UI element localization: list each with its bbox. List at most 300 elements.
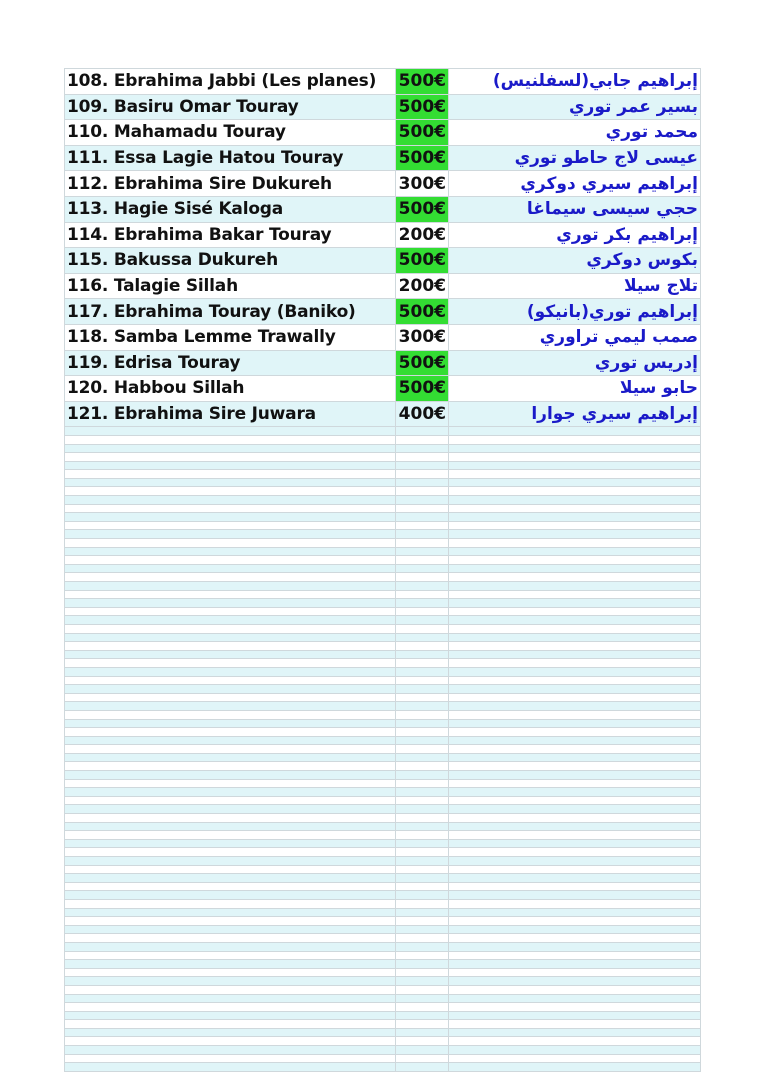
arabic-name-cell[interactable]: بسير عمر توري — [449, 94, 701, 120]
empty-cell[interactable] — [449, 1046, 701, 1055]
empty-row — [65, 504, 701, 513]
empty-cell[interactable] — [449, 1003, 701, 1012]
empty-cell[interactable] — [449, 667, 701, 676]
amount-cell[interactable]: 500€ — [396, 350, 449, 376]
empty-cell[interactable] — [396, 908, 449, 917]
empty-row — [65, 1011, 701, 1020]
empty-cell[interactable] — [449, 882, 701, 891]
empty-cell[interactable] — [449, 478, 701, 487]
empty-cell[interactable] — [396, 573, 449, 582]
empty-cell[interactable] — [449, 891, 701, 900]
empty-cell[interactable] — [449, 917, 701, 926]
empty-cell[interactable] — [65, 1020, 396, 1029]
empty-cell[interactable] — [449, 710, 701, 719]
donor-name-cell[interactable]: 111. Essa Lagie Hatou Touray — [65, 145, 396, 171]
empty-cell[interactable] — [65, 590, 396, 599]
empty-cell[interactable] — [65, 1046, 396, 1055]
empty-cell[interactable] — [449, 616, 701, 625]
empty-cell[interactable] — [396, 1046, 449, 1055]
empty-cell[interactable] — [396, 470, 449, 479]
empty-cell[interactable] — [65, 874, 396, 883]
empty-cell[interactable] — [396, 607, 449, 616]
empty-cell[interactable] — [449, 564, 701, 573]
empty-cell[interactable] — [65, 762, 396, 771]
empty-cell[interactable] — [396, 762, 449, 771]
empty-cell[interactable] — [65, 1028, 396, 1037]
arabic-name-cell[interactable]: صمب ليمي تراوري — [449, 324, 701, 350]
empty-cell[interactable] — [449, 487, 701, 496]
empty-cell[interactable] — [65, 564, 396, 573]
empty-cell[interactable] — [396, 1003, 449, 1012]
empty-cell[interactable] — [396, 822, 449, 831]
empty-cell[interactable] — [396, 1063, 449, 1072]
empty-cell[interactable] — [396, 882, 449, 891]
amount-cell[interactable]: 300€ — [396, 324, 449, 350]
contribution-table — [64, 68, 701, 1072]
empty-cell[interactable] — [396, 676, 449, 685]
empty-cell[interactable] — [449, 693, 701, 702]
empty-cell[interactable] — [396, 753, 449, 762]
empty-cell[interactable] — [449, 857, 701, 866]
empty-cell[interactable] — [396, 1028, 449, 1037]
donor-name-cell[interactable]: 119. Edrisa Touray — [65, 350, 396, 376]
empty-cell[interactable] — [65, 530, 396, 539]
empty-cell[interactable] — [65, 1003, 396, 1012]
empty-cell[interactable] — [449, 934, 701, 943]
empty-row — [65, 590, 701, 599]
empty-row — [65, 582, 701, 591]
empty-cell[interactable] — [65, 444, 396, 453]
empty-cell[interactable] — [65, 822, 396, 831]
empty-cell[interactable] — [449, 444, 701, 453]
empty-cell[interactable] — [65, 951, 396, 960]
empty-cell[interactable] — [449, 908, 701, 917]
empty-cell[interactable] — [396, 779, 449, 788]
empty-cell[interactable] — [65, 848, 396, 857]
empty-cell[interactable] — [449, 530, 701, 539]
empty-cell[interactable] — [65, 771, 396, 780]
empty-cell[interactable] — [65, 857, 396, 866]
empty-cell[interactable] — [396, 650, 449, 659]
empty-row — [65, 908, 701, 917]
empty-cell[interactable] — [65, 573, 396, 582]
empty-cell[interactable] — [396, 547, 449, 556]
empty-cell[interactable] — [449, 762, 701, 771]
empty-cell[interactable] — [449, 702, 701, 711]
empty-cell[interactable] — [65, 968, 396, 977]
arabic-name-cell[interactable]: إبراهيم توري(بانيكو) — [449, 299, 701, 325]
empty-cell[interactable] — [65, 779, 396, 788]
empty-cell[interactable] — [65, 728, 396, 737]
empty-cell[interactable] — [449, 925, 701, 934]
donor-name-cell[interactable]: 110. Mahamadu Touray — [65, 120, 396, 146]
empty-cell[interactable] — [65, 908, 396, 917]
empty-cell[interactable] — [65, 994, 396, 1003]
donor-name-cell[interactable]: 109. Basiru Omar Touray — [65, 94, 396, 120]
empty-row — [65, 831, 701, 840]
donor-name-cell[interactable]: 108. Ebrahima Jabbi (Les planes) — [65, 69, 396, 95]
empty-cell[interactable] — [396, 831, 449, 840]
empty-cell[interactable] — [449, 521, 701, 530]
empty-cell[interactable] — [449, 951, 701, 960]
empty-cell[interactable] — [65, 736, 396, 745]
empty-cell[interactable] — [449, 831, 701, 840]
empty-cell[interactable] — [449, 805, 701, 814]
empty-cell[interactable] — [65, 487, 396, 496]
table-row — [65, 69, 701, 95]
empty-cell[interactable] — [449, 942, 701, 951]
donor-name-cell[interactable]: 120. Habbou Sillah — [65, 376, 396, 402]
empty-row — [65, 702, 701, 711]
empty-cell[interactable] — [449, 814, 701, 823]
empty-cell[interactable] — [449, 547, 701, 556]
empty-cell[interactable] — [65, 1063, 396, 1072]
empty-cell[interactable] — [65, 624, 396, 633]
empty-cell[interactable] — [449, 796, 701, 805]
empty-cell[interactable] — [396, 616, 449, 625]
empty-cell[interactable] — [396, 977, 449, 986]
empty-cell[interactable] — [449, 573, 701, 582]
empty-cell[interactable] — [396, 590, 449, 599]
empty-cell[interactable] — [65, 435, 396, 444]
empty-cell[interactable] — [396, 667, 449, 676]
arabic-name-cell[interactable]: محمد توري — [449, 120, 701, 146]
empty-cell[interactable] — [396, 719, 449, 728]
empty-cell[interactable] — [449, 590, 701, 599]
empty-cell[interactable] — [396, 728, 449, 737]
empty-row — [65, 624, 701, 633]
donor-name-cell[interactable]: 114. Ebrahima Bakar Touray — [65, 222, 396, 248]
empty-cell[interactable] — [396, 685, 449, 694]
empty-cell[interactable] — [396, 478, 449, 487]
empty-cell[interactable] — [396, 1020, 449, 1029]
arabic-name-cell[interactable]: إدريس توري — [449, 350, 701, 376]
empty-cell[interactable] — [396, 925, 449, 934]
empty-cell[interactable] — [449, 1063, 701, 1072]
empty-cell[interactable] — [449, 470, 701, 479]
empty-cell[interactable] — [449, 874, 701, 883]
empty-cell[interactable] — [396, 521, 449, 530]
empty-row — [65, 478, 701, 487]
amount-cell[interactable]: 500€ — [396, 196, 449, 222]
empty-cell[interactable] — [65, 547, 396, 556]
empty-cell[interactable] — [65, 899, 396, 908]
empty-cell[interactable] — [396, 960, 449, 969]
arabic-name-cell[interactable]: إبراهيم سيري جوارا — [449, 401, 701, 427]
empty-cell[interactable] — [449, 1028, 701, 1037]
empty-cell[interactable] — [449, 822, 701, 831]
empty-cell[interactable] — [449, 556, 701, 565]
empty-row — [65, 874, 701, 883]
empty-cell[interactable] — [65, 582, 396, 591]
arabic-name-cell[interactable]: إبراهيم بكر توري — [449, 222, 701, 248]
empty-cell[interactable] — [65, 667, 396, 676]
empty-cell[interactable] — [65, 960, 396, 969]
empty-cell[interactable] — [449, 607, 701, 616]
contribution-sheet — [64, 68, 700, 1072]
empty-cell[interactable] — [396, 599, 449, 608]
empty-cell[interactable] — [449, 513, 701, 522]
empty-cell[interactable] — [449, 977, 701, 986]
empty-cell[interactable] — [65, 702, 396, 711]
empty-cell[interactable] — [65, 891, 396, 900]
donor-name-cell[interactable]: 116. Talagie Sillah — [65, 273, 396, 299]
empty-cell[interactable] — [396, 624, 449, 633]
empty-row — [65, 539, 701, 548]
empty-cell[interactable] — [65, 693, 396, 702]
empty-cell[interactable] — [449, 642, 701, 651]
empty-cell[interactable] — [65, 917, 396, 926]
empty-cell[interactable] — [449, 1037, 701, 1046]
empty-cell[interactable] — [396, 942, 449, 951]
donor-name-cell[interactable]: 117. Ebrahima Touray (Baniko) — [65, 299, 396, 325]
empty-cell[interactable] — [65, 977, 396, 986]
empty-cell[interactable] — [65, 1054, 396, 1063]
amount-cell[interactable]: 500€ — [396, 376, 449, 402]
empty-row — [65, 470, 701, 479]
empty-cell[interactable] — [449, 899, 701, 908]
empty-row — [65, 667, 701, 676]
empty-cell[interactable] — [65, 934, 396, 943]
empty-cell[interactable] — [396, 513, 449, 522]
empty-cell[interactable] — [396, 968, 449, 977]
empty-cell[interactable] — [65, 788, 396, 797]
empty-cell[interactable] — [449, 453, 701, 462]
donor-name-cell[interactable]: 112. Ebrahima Sire Dukureh — [65, 171, 396, 197]
empty-cell[interactable] — [396, 891, 449, 900]
donor-name-cell[interactable]: 115. Bakussa Dukureh — [65, 248, 396, 274]
empty-cell[interactable] — [65, 504, 396, 513]
empty-cell[interactable] — [449, 753, 701, 762]
table-row — [65, 299, 701, 325]
table-row — [65, 401, 701, 427]
empty-cell[interactable] — [449, 788, 701, 797]
empty-cell[interactable] — [396, 435, 449, 444]
empty-cell[interactable] — [396, 556, 449, 565]
empty-cell[interactable] — [65, 719, 396, 728]
empty-cell[interactable] — [396, 693, 449, 702]
arabic-name-cell[interactable]: حابو سيلا — [449, 376, 701, 402]
empty-cell[interactable] — [449, 994, 701, 1003]
empty-cell[interactable] — [449, 960, 701, 969]
empty-cell[interactable] — [396, 951, 449, 960]
empty-cell[interactable] — [396, 874, 449, 883]
empty-cell[interactable] — [65, 513, 396, 522]
empty-cell[interactable] — [65, 685, 396, 694]
empty-cell[interactable] — [396, 1054, 449, 1063]
empty-row — [65, 788, 701, 797]
empty-cell[interactable] — [396, 994, 449, 1003]
empty-row — [65, 839, 701, 848]
empty-row — [65, 1028, 701, 1037]
empty-cell[interactable] — [396, 865, 449, 874]
empty-cell[interactable] — [65, 710, 396, 719]
empty-cell[interactable] — [449, 582, 701, 591]
arabic-name-cell[interactable]: عيسى لاج حاطو توري — [449, 145, 701, 171]
amount-cell[interactable]: 500€ — [396, 299, 449, 325]
empty-row — [65, 985, 701, 994]
empty-cell[interactable] — [396, 805, 449, 814]
empty-cell[interactable] — [396, 788, 449, 797]
empty-cell[interactable] — [449, 1054, 701, 1063]
empty-cell[interactable] — [396, 899, 449, 908]
amount-cell[interactable]: 500€ — [396, 94, 449, 120]
empty-cell[interactable] — [396, 985, 449, 994]
arabic-name-cell[interactable]: تلاج سيلا — [449, 273, 701, 299]
donor-name-cell[interactable]: 121. Ebrahima Sire Juwara — [65, 401, 396, 427]
empty-cell[interactable] — [65, 650, 396, 659]
empty-cell[interactable] — [449, 624, 701, 633]
arabic-name-cell[interactable]: إبراهيم جابي(لسفلنيس) — [449, 69, 701, 95]
empty-cell[interactable] — [449, 504, 701, 513]
empty-cell[interactable] — [449, 461, 701, 470]
empty-cell[interactable] — [396, 934, 449, 943]
empty-row — [65, 779, 701, 788]
empty-cell[interactable] — [449, 728, 701, 737]
empty-cell[interactable] — [449, 659, 701, 668]
amount-cell[interactable]: 500€ — [396, 248, 449, 274]
empty-cell[interactable] — [396, 702, 449, 711]
empty-cell[interactable] — [65, 865, 396, 874]
empty-cell[interactable] — [396, 530, 449, 539]
empty-cell[interactable] — [396, 444, 449, 453]
empty-cell[interactable] — [65, 676, 396, 685]
empty-cell[interactable] — [396, 453, 449, 462]
empty-row — [65, 882, 701, 891]
empty-cell[interactable] — [396, 710, 449, 719]
empty-row — [65, 616, 701, 625]
empty-cell[interactable] — [65, 942, 396, 951]
empty-cell[interactable] — [396, 642, 449, 651]
empty-cell[interactable] — [396, 582, 449, 591]
empty-cell[interactable] — [449, 779, 701, 788]
empty-row — [65, 573, 701, 582]
empty-cell[interactable] — [65, 478, 396, 487]
empty-cell[interactable] — [396, 496, 449, 505]
empty-cell[interactable] — [449, 968, 701, 977]
donor-name-cell[interactable]: 118. Samba Lemme Trawally — [65, 324, 396, 350]
empty-cell[interactable] — [396, 771, 449, 780]
empty-cell[interactable] — [396, 1011, 449, 1020]
empty-cell[interactable] — [449, 839, 701, 848]
empty-row — [65, 857, 701, 866]
empty-cell[interactable] — [449, 676, 701, 685]
empty-cell[interactable] — [396, 917, 449, 926]
empty-cell[interactable] — [396, 796, 449, 805]
amount-cell[interactable]: 400€ — [396, 401, 449, 427]
empty-cell[interactable] — [65, 985, 396, 994]
empty-cell[interactable] — [449, 496, 701, 505]
amount-cell[interactable]: 500€ — [396, 120, 449, 146]
empty-cell[interactable] — [65, 607, 396, 616]
empty-cell[interactable] — [396, 633, 449, 642]
amount-cell[interactable]: 500€ — [396, 145, 449, 171]
empty-cell[interactable] — [65, 633, 396, 642]
empty-cell[interactable] — [65, 470, 396, 479]
empty-cell[interactable] — [65, 805, 396, 814]
empty-cell[interactable] — [449, 865, 701, 874]
empty-cell[interactable] — [396, 659, 449, 668]
amount-cell[interactable]: 500€ — [396, 69, 449, 95]
empty-cell[interactable] — [449, 1011, 701, 1020]
empty-cell[interactable] — [449, 985, 701, 994]
table-row — [65, 171, 701, 197]
empty-cell[interactable] — [449, 599, 701, 608]
empty-cell[interactable] — [65, 882, 396, 891]
empty-cell[interactable] — [396, 736, 449, 745]
empty-cell[interactable] — [65, 745, 396, 754]
empty-row — [65, 925, 701, 934]
empty-cell[interactable] — [396, 461, 449, 470]
empty-cell[interactable] — [449, 435, 701, 444]
arabic-name-cell[interactable]: حجي سيسى سيماغا — [449, 196, 701, 222]
empty-cell[interactable] — [65, 831, 396, 840]
empty-cell[interactable] — [65, 839, 396, 848]
empty-cell[interactable] — [65, 616, 396, 625]
donor-name-cell[interactable]: 113. Hagie Sisé Kaloga — [65, 196, 396, 222]
amount-cell[interactable]: 300€ — [396, 171, 449, 197]
empty-cell[interactable] — [449, 736, 701, 745]
empty-cell[interactable] — [65, 556, 396, 565]
empty-cell[interactable] — [449, 539, 701, 548]
empty-cell[interactable] — [396, 839, 449, 848]
empty-cell[interactable] — [449, 427, 701, 436]
empty-cell[interactable] — [449, 685, 701, 694]
empty-cell[interactable] — [396, 427, 449, 436]
empty-cell[interactable] — [65, 539, 396, 548]
empty-cell[interactable] — [449, 719, 701, 728]
empty-cell[interactable] — [65, 1011, 396, 1020]
empty-cell[interactable] — [396, 487, 449, 496]
empty-cell[interactable] — [396, 504, 449, 513]
empty-cell[interactable] — [65, 461, 396, 470]
empty-row — [65, 728, 701, 737]
empty-cell[interactable] — [65, 521, 396, 530]
empty-cell[interactable] — [65, 659, 396, 668]
empty-cell[interactable] — [449, 1020, 701, 1029]
empty-cell[interactable] — [449, 745, 701, 754]
empty-cell[interactable] — [65, 496, 396, 505]
empty-cell[interactable] — [396, 857, 449, 866]
empty-row — [65, 659, 701, 668]
empty-cell[interactable] — [449, 633, 701, 642]
empty-cell[interactable] — [65, 599, 396, 608]
empty-cell[interactable] — [449, 771, 701, 780]
empty-cell[interactable] — [65, 753, 396, 762]
empty-cell[interactable] — [65, 453, 396, 462]
empty-cell[interactable] — [396, 848, 449, 857]
empty-row — [65, 753, 701, 762]
arabic-name-cell[interactable]: بكوس دوكري — [449, 248, 701, 274]
empty-cell[interactable] — [396, 539, 449, 548]
empty-cell[interactable] — [65, 925, 396, 934]
empty-cell[interactable] — [65, 427, 396, 436]
arabic-name-cell[interactable]: إبراهيم سيري دوكري — [449, 171, 701, 197]
empty-cell[interactable] — [65, 796, 396, 805]
empty-cell[interactable] — [65, 642, 396, 651]
amount-cell[interactable]: 200€ — [396, 222, 449, 248]
empty-cell[interactable] — [65, 1037, 396, 1046]
empty-cell[interactable] — [396, 564, 449, 573]
empty-row — [65, 1063, 701, 1072]
empty-cell[interactable] — [449, 650, 701, 659]
empty-cell[interactable] — [65, 814, 396, 823]
empty-cell[interactable] — [396, 745, 449, 754]
amount-cell[interactable]: 200€ — [396, 273, 449, 299]
empty-cell[interactable] — [396, 1037, 449, 1046]
empty-cell[interactable] — [396, 814, 449, 823]
empty-cell[interactable] — [449, 848, 701, 857]
